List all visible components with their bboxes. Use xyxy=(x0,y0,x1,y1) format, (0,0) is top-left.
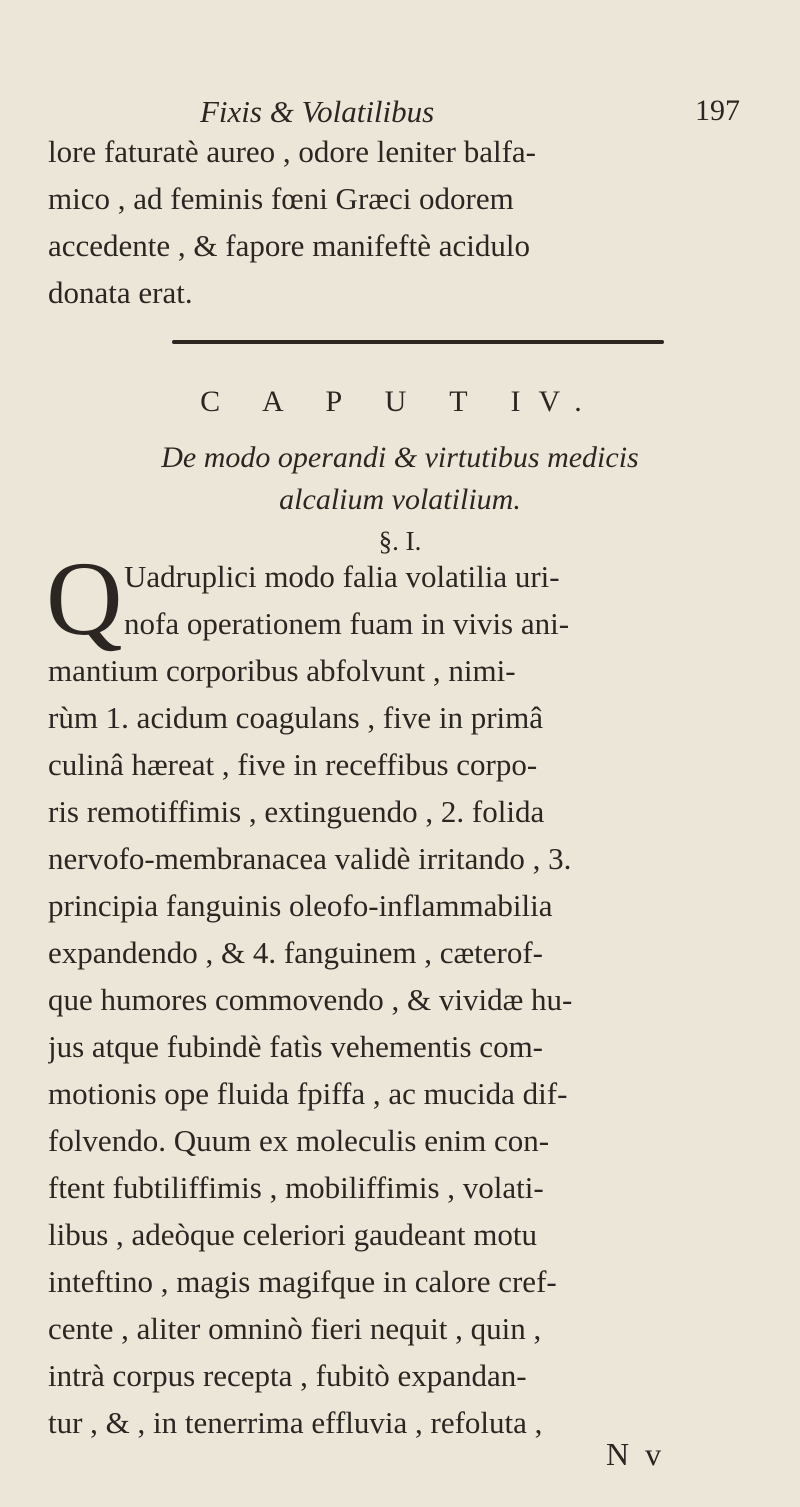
text-line: expandendo , & 4. fanguinem , cæterof- xyxy=(48,935,543,970)
text-line: culinâ hæreat , five in receffibus corpo- xyxy=(48,747,538,782)
chapter-subtitle-line: alcalium volatilium. xyxy=(279,483,521,516)
text-line: folvendo. Quum ex moleculis enim con- xyxy=(48,1123,550,1158)
text-line: nervofo-membranacea validè irritando , 3. xyxy=(48,841,572,876)
drop-cap: Q xyxy=(46,540,123,657)
text-line: jus atque fubindè fatìs vehementis com- xyxy=(48,1029,544,1064)
page-number: 197 xyxy=(695,94,740,127)
text-line: Uadruplici modo falia volatilia uri- xyxy=(124,559,560,594)
text-line: donata erat. xyxy=(48,275,193,310)
section-mark: §. I. xyxy=(378,526,422,556)
text-line: cente , aliter omninò fieri nequit , quin , xyxy=(48,1311,542,1346)
text-line: nofa operationem fuam in vivis ani- xyxy=(124,606,570,641)
text-line: motionis ope fluida fpiffa , ac mucida dif- xyxy=(48,1076,568,1111)
text-line: mico , ad feminis fœni Græci odorem xyxy=(48,181,514,216)
text-line: rùm 1. acidum coagulans , five in primâ xyxy=(48,700,544,735)
ornamental-rule xyxy=(172,340,664,344)
text-line: principia fanguinis oleofo-inflammabilia xyxy=(48,888,553,923)
text-line: libus , adeòque celeriori gaudeant motu xyxy=(48,1217,537,1252)
text-line: tur , & , in tenerrima effluvia , refoluta , xyxy=(48,1405,543,1440)
text-line: lore faturatè aureo , odore leniter balfa- xyxy=(48,134,536,169)
chapter-heading: C A P U T IV. xyxy=(200,385,600,418)
text-line: mantium corporibus abfolvunt , nimi- xyxy=(48,653,516,688)
text-line: accedente , & fapore manifeftè acidulo xyxy=(48,228,530,263)
running-title: Fixis & Volatilibus xyxy=(200,94,435,129)
text-line: ris remotiffimis , extinguendo , 2. folida xyxy=(48,794,545,829)
chapter-subtitle-line: De modo operandi & virtutibus medicis xyxy=(161,441,639,474)
text-line: que humores commovendo , & vividæ hu- xyxy=(48,982,573,1017)
catchword: N v xyxy=(606,1436,666,1472)
text-line: ftent fubtiliffimis , mobiliffimis , volati- xyxy=(48,1170,544,1205)
text-line: intrà corpus recepta , fubitò expandan- xyxy=(48,1358,527,1393)
text-line: inteftino , magis magifque in calore cref- xyxy=(48,1264,557,1299)
